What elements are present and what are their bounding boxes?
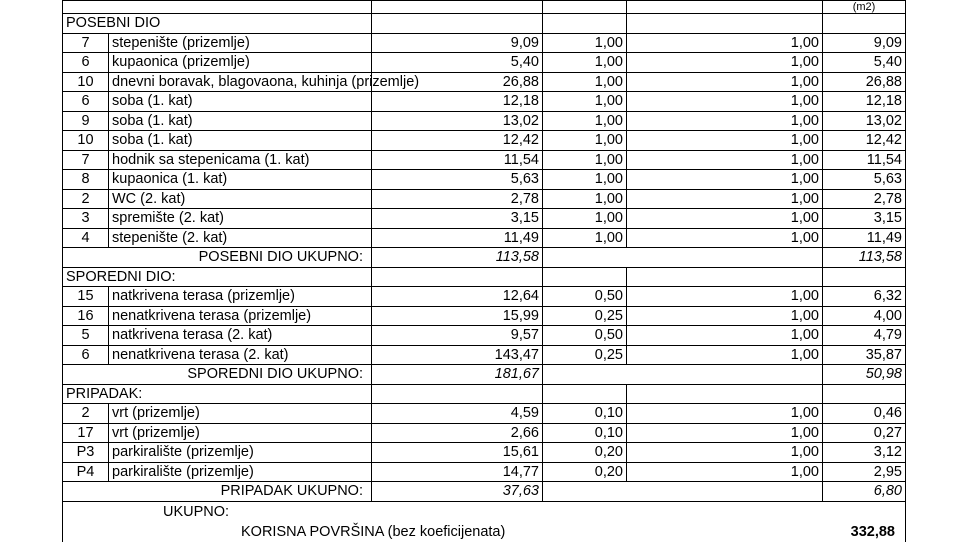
- pripadak-title: PRIPADAK:: [63, 384, 372, 404]
- weighted-area: 3,12: [823, 443, 906, 463]
- table-row: [63, 228, 906, 248]
- pripadak-total-weighted: 6,80: [823, 482, 906, 502]
- room-name: nenatkrivena terasa (prizemlje): [109, 306, 372, 326]
- room-name: soba (1. kat): [109, 111, 372, 131]
- area-table: [62, 0, 906, 542]
- coefficient-1: 1,00: [543, 111, 627, 131]
- coefficient-2: 1,00: [627, 443, 823, 463]
- posebni-dio-total-row: [63, 248, 906, 268]
- room-area: 12,42: [372, 131, 543, 151]
- room-area: 5,63: [372, 170, 543, 190]
- coefficient-1: 0,50: [543, 287, 627, 307]
- korisna-cell: [63, 522, 906, 542]
- coefficient-2: 1,00: [627, 189, 823, 209]
- weighted-area: 12,18: [823, 92, 906, 112]
- table-row: [63, 345, 906, 365]
- room-number: 7: [63, 33, 109, 53]
- room-area: 9,57: [372, 326, 543, 346]
- room-name: parkiralište (prizemlje): [109, 462, 372, 482]
- table-row: [63, 423, 906, 443]
- coefficient-1: 0,10: [543, 423, 627, 443]
- empty-cell: [823, 267, 906, 287]
- coefficient-2: 1,00: [627, 170, 823, 190]
- coefficient-2: 1,00: [627, 111, 823, 131]
- korisna-povrsina-value: 332,88: [850, 523, 895, 540]
- coefficient-1: 1,00: [543, 150, 627, 170]
- coefficient-1: 0,20: [543, 462, 627, 482]
- table-row: [63, 33, 906, 53]
- coefficient-2: 1,00: [627, 287, 823, 307]
- room-area: 9,09: [372, 33, 543, 53]
- room-name: dnevni boravak, blagovaona, kuhinja (prizemlje): [109, 72, 372, 92]
- table-row: [63, 209, 906, 229]
- room-number: 7: [63, 150, 109, 170]
- table-row: [63, 306, 906, 326]
- empty-cell: [543, 267, 627, 287]
- room-number: 2: [63, 404, 109, 424]
- posebni-dio-total-label: POSEBNI DIO UKUPNO:: [63, 248, 372, 268]
- empty-cell: [627, 267, 823, 287]
- sporedni-dio-total-label: SPOREDNI DIO UKUPNO:: [63, 365, 372, 385]
- room-number: 10: [63, 131, 109, 151]
- room-name: parkiralište (prizemlje): [109, 443, 372, 463]
- coefficient-1: 1,00: [543, 228, 627, 248]
- posebni-dio-title: POSEBNI DIO: [63, 14, 372, 34]
- weighted-area: 4,79: [823, 326, 906, 346]
- room-number: 8: [63, 170, 109, 190]
- room-number: 9: [63, 111, 109, 131]
- room-area: 12,18: [372, 92, 543, 112]
- room-name: soba (1. kat): [109, 131, 372, 151]
- pripadak-total-label: PRIPADAK UKUPNO:: [63, 482, 372, 502]
- room-name: stepenište (2. kat): [109, 228, 372, 248]
- room-area: 14,77: [372, 462, 543, 482]
- room-name: nenatkrivena terasa (2. kat): [109, 345, 372, 365]
- room-name: spremište (2. kat): [109, 209, 372, 229]
- table-row: [63, 170, 906, 190]
- table-row: [63, 111, 906, 131]
- ukupno-cell: [63, 501, 906, 522]
- weighted-area: 4,00: [823, 306, 906, 326]
- room-name: hodnik sa stepenicama (1. kat): [109, 150, 372, 170]
- room-name: natkrivena terasa (prizemlje): [109, 287, 372, 307]
- sporedni-dio-section-header: [63, 267, 906, 287]
- room-number: 5: [63, 326, 109, 346]
- empty-cell: [543, 14, 627, 34]
- coefficient-1: 0,25: [543, 306, 627, 326]
- pripadak-total-area: 37,63: [372, 482, 543, 502]
- weighted-area: 2,78: [823, 189, 906, 209]
- korisna-povrsina-row: [63, 522, 906, 542]
- room-name: stepenište (prizemlje): [109, 33, 372, 53]
- coefficient-1: 0,50: [543, 326, 627, 346]
- coefficient-1: 1,00: [543, 189, 627, 209]
- weighted-area: 9,09: [823, 33, 906, 53]
- coefficient-2: 1,00: [627, 423, 823, 443]
- table-row: [63, 150, 906, 170]
- coefficient-2: 1,00: [627, 92, 823, 112]
- empty-cell: [372, 267, 543, 287]
- room-number: P3: [63, 443, 109, 463]
- coefficient-2: 1,00: [627, 131, 823, 151]
- coefficient-1: 1,00: [543, 33, 627, 53]
- header-row: [63, 1, 906, 14]
- room-area: 12,64: [372, 287, 543, 307]
- room-number: 17: [63, 423, 109, 443]
- coefficient-2: 1,00: [627, 404, 823, 424]
- weighted-area: 11,49: [823, 228, 906, 248]
- table-row: [63, 287, 906, 307]
- empty-cell: [543, 365, 823, 385]
- weighted-area: 6,32: [823, 287, 906, 307]
- sporedni-dio-total-weighted: 50,98: [823, 365, 906, 385]
- pripadak-section-header: [63, 384, 906, 404]
- coefficient-1: 1,00: [543, 92, 627, 112]
- room-area: 2,78: [372, 189, 543, 209]
- table-row: [63, 53, 906, 73]
- weighted-area: 26,88: [823, 72, 906, 92]
- room-name: kupaonica (prizemlje): [109, 53, 372, 73]
- room-number: 2: [63, 189, 109, 209]
- room-number: 16: [63, 306, 109, 326]
- weighted-area: 2,95: [823, 462, 906, 482]
- table-row: [63, 92, 906, 112]
- unit-label: (m2): [852, 1, 876, 13]
- room-name: natkrivena terasa (2. kat): [109, 326, 372, 346]
- coefficient-2: 1,00: [627, 306, 823, 326]
- table-row: [63, 131, 906, 151]
- weighted-area: 11,54: [823, 150, 906, 170]
- ukupno-row: [63, 501, 906, 522]
- coefficient-1: 0,25: [543, 345, 627, 365]
- room-number: P4: [63, 462, 109, 482]
- table-row: [63, 443, 906, 463]
- empty-cell: [543, 248, 823, 268]
- room-number: 6: [63, 92, 109, 112]
- posebni-dio-total-weighted: 113,58: [823, 248, 906, 268]
- empty-cell: [372, 14, 543, 34]
- coefficient-2: 1,00: [627, 228, 823, 248]
- coefficient-2: 1,00: [627, 209, 823, 229]
- table-row: [63, 326, 906, 346]
- room-name: WC (2. kat): [109, 189, 372, 209]
- coefficient-2: 1,00: [627, 326, 823, 346]
- area-calculation-sheet: [62, 0, 905, 540]
- pripadak-total-row: [63, 482, 906, 502]
- posebni-dio-section-header: [63, 14, 906, 34]
- room-area: 11,49: [372, 228, 543, 248]
- room-area: 13,02: [372, 111, 543, 131]
- room-number: 6: [63, 53, 109, 73]
- room-name: soba (1. kat): [109, 92, 372, 112]
- coefficient-1: 1,00: [543, 53, 627, 73]
- coefficient-2: 1,00: [627, 150, 823, 170]
- room-area: 2,66: [372, 423, 543, 443]
- empty-cell: [372, 384, 543, 404]
- sporedni-dio-total-area: 181,67: [372, 365, 543, 385]
- empty-cell: [543, 482, 823, 502]
- room-area: 15,61: [372, 443, 543, 463]
- room-area: 15,99: [372, 306, 543, 326]
- room-number: 6: [63, 345, 109, 365]
- weighted-area: 35,87: [823, 345, 906, 365]
- room-area: 5,40: [372, 53, 543, 73]
- sporedni-dio-total-row: [63, 365, 906, 385]
- room-name: vrt (prizemlje): [109, 404, 372, 424]
- weighted-area: 3,15: [823, 209, 906, 229]
- coefficient-2: 1,00: [627, 33, 823, 53]
- coefficient-1: 0,10: [543, 404, 627, 424]
- coefficient-1: 1,00: [543, 131, 627, 151]
- room-number: 10: [63, 72, 109, 92]
- weighted-area: 0,27: [823, 423, 906, 443]
- empty-cell: [627, 384, 823, 404]
- posebni-dio-total-area: 113,58: [372, 248, 543, 268]
- weighted-area: 12,42: [823, 131, 906, 151]
- weighted-area: 5,40: [823, 53, 906, 73]
- ukupno-label: UKUPNO:: [163, 503, 230, 520]
- coefficient-2: 1,00: [627, 72, 823, 92]
- weighted-area: 0,46: [823, 404, 906, 424]
- coefficient-2: 1,00: [627, 345, 823, 365]
- coefficient-1: 0,20: [543, 443, 627, 463]
- table-row: [63, 404, 906, 424]
- table-row: [63, 189, 906, 209]
- room-number: 15: [63, 287, 109, 307]
- empty-cell: [823, 14, 906, 34]
- room-area: 11,54: [372, 150, 543, 170]
- room-area: 4,59: [372, 404, 543, 424]
- coefficient-1: 1,00: [543, 209, 627, 229]
- coefficient-1: 1,00: [543, 72, 627, 92]
- room-area: 143,47: [372, 345, 543, 365]
- coefficient-2: 1,00: [627, 462, 823, 482]
- table-row: [63, 462, 906, 482]
- empty-cell: [823, 384, 906, 404]
- room-name: kupaonica (1. kat): [109, 170, 372, 190]
- room-area: 3,15: [372, 209, 543, 229]
- korisna-povrsina-label: KORISNA POVRŠINA (bez koeficijenata): [241, 523, 506, 540]
- empty-cell: [543, 384, 627, 404]
- table-row: [63, 72, 906, 92]
- sporedni-dio-title: SPOREDNI DIO:: [63, 267, 372, 287]
- room-number: 4: [63, 228, 109, 248]
- room-number: 3: [63, 209, 109, 229]
- room-area: 26,88: [372, 72, 543, 92]
- room-name: vrt (prizemlje): [109, 423, 372, 443]
- weighted-area: 13,02: [823, 111, 906, 131]
- empty-cell: [627, 14, 823, 34]
- weighted-area: 5,63: [823, 170, 906, 190]
- coefficient-2: 1,00: [627, 53, 823, 73]
- coefficient-1: 1,00: [543, 170, 627, 190]
